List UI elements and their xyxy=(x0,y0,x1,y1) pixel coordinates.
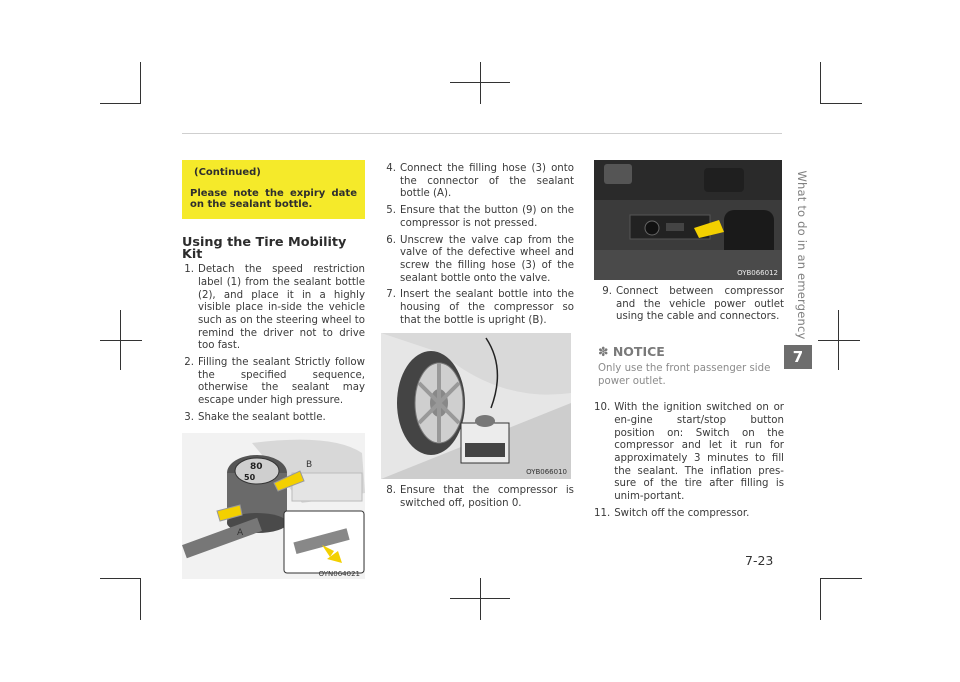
step-text: Connect between compressor and the vehicle power outlet using the cable and connectors. xyxy=(616,286,784,323)
crop-mark xyxy=(480,578,481,620)
crop-mark xyxy=(820,62,821,104)
crop-mark xyxy=(820,578,821,620)
step-text: Switch off the compressor. xyxy=(614,507,750,519)
step-item xyxy=(384,485,574,510)
figure-code: OYB066010 xyxy=(526,468,567,477)
step-item xyxy=(384,235,574,286)
step-text: Connect the filling hose (3) onto the connector of the sealant bottle (A). xyxy=(400,163,574,200)
step-item xyxy=(384,205,574,230)
step-number: 10. xyxy=(594,402,611,414)
figure-code: OYN064021 xyxy=(318,569,360,578)
step-number: 8. xyxy=(386,485,396,497)
step-item xyxy=(594,286,784,324)
step-item xyxy=(182,264,365,353)
gauge-bottom-text: 50 xyxy=(244,472,256,482)
crop-mark xyxy=(818,340,860,341)
step-number: 2. xyxy=(184,357,194,369)
crop-mark xyxy=(100,340,142,341)
step-number: 4. xyxy=(386,163,396,174)
crop-mark xyxy=(100,578,140,579)
crop-mark xyxy=(140,578,141,620)
crop-mark xyxy=(820,578,862,579)
page-number: 7-23 xyxy=(745,553,774,568)
label-a: A xyxy=(237,527,244,538)
column-1 xyxy=(182,160,365,579)
column-3 xyxy=(594,160,784,525)
crop-mark xyxy=(820,103,862,104)
step-text: Ensure that the compressor is switched off, position 0. xyxy=(400,485,574,510)
power-outlet-figure xyxy=(594,160,782,280)
step-text: Detach the speed restriction label (1) from the sealant bottle (2), and place it in a highly visible place in-side the vehicle such as on the steering wheel to remind the driver not to drive too fast. xyxy=(198,264,365,352)
step-number: 7. xyxy=(386,289,396,301)
step-text: Unscrew the valve cap from the valve of the defective wheel and screw the filling hose (3) of the sealant bottle onto the valve. xyxy=(400,234,574,284)
section-title: Using the Tire Mobility Kit xyxy=(182,234,347,263)
crop-mark xyxy=(100,103,140,104)
step-item xyxy=(182,412,365,425)
header-rule xyxy=(182,133,782,134)
power-outlet-illustration xyxy=(594,160,782,280)
step-text: Shake the sealant bottle. xyxy=(198,411,326,423)
step-text: Ensure that the button (9) on the compressor is not pressed. xyxy=(400,205,574,229)
step-number: 9. xyxy=(602,286,612,297)
step-text: Filling the sealant Strictly follow the specified sequence, otherwise the sealant may escape under high pressure. xyxy=(198,357,365,407)
step-number: 3. xyxy=(184,411,194,423)
step-number: 6. xyxy=(386,234,396,246)
continued-box xyxy=(182,160,365,219)
crop-mark xyxy=(450,598,510,599)
sealant-bottle-figure xyxy=(182,433,365,579)
step-text: With the ignition switched on or en-gine start/stop button position on: Switch on the compressor and let it run for approximately 3 minutes to fill the sealant. The inflation pres-sure of the tire after filling is unim-portant. xyxy=(614,402,784,503)
chapter-tab: 7 xyxy=(784,345,812,369)
compressor-wheel-illustration xyxy=(381,333,571,479)
step-item xyxy=(384,163,574,201)
step-item xyxy=(594,402,784,504)
crop-mark xyxy=(450,82,510,83)
notice-text: Only use the front passenger side power outlet. xyxy=(598,362,771,387)
step-number: 1. xyxy=(184,264,194,276)
crop-mark xyxy=(480,62,481,104)
sealant-bottle-illustration xyxy=(182,433,365,579)
step-number: 11. xyxy=(594,507,611,519)
compressor-wheel-figure xyxy=(381,333,571,479)
notice-title: ✽ NOTICE xyxy=(598,344,665,360)
chapter-side-label-text: What to do in an emergency xyxy=(795,170,809,340)
gauge-top-text: 80 xyxy=(250,461,263,472)
continued-text: Please note the expiry date on the sealant bottle. xyxy=(190,187,357,211)
label-b: B xyxy=(306,459,313,470)
continued-title: (Continued) xyxy=(194,167,261,178)
step-item xyxy=(182,357,365,408)
crop-mark xyxy=(140,62,141,104)
step-text: Insert the sealant bottle into the housing of the compressor so that the bottle is upright (B). xyxy=(400,289,574,326)
step-item xyxy=(594,508,784,521)
step-number: 5. xyxy=(386,205,396,217)
column-2 xyxy=(384,163,574,515)
step-item xyxy=(384,289,574,327)
figure-code: OYB066012 xyxy=(737,269,778,277)
